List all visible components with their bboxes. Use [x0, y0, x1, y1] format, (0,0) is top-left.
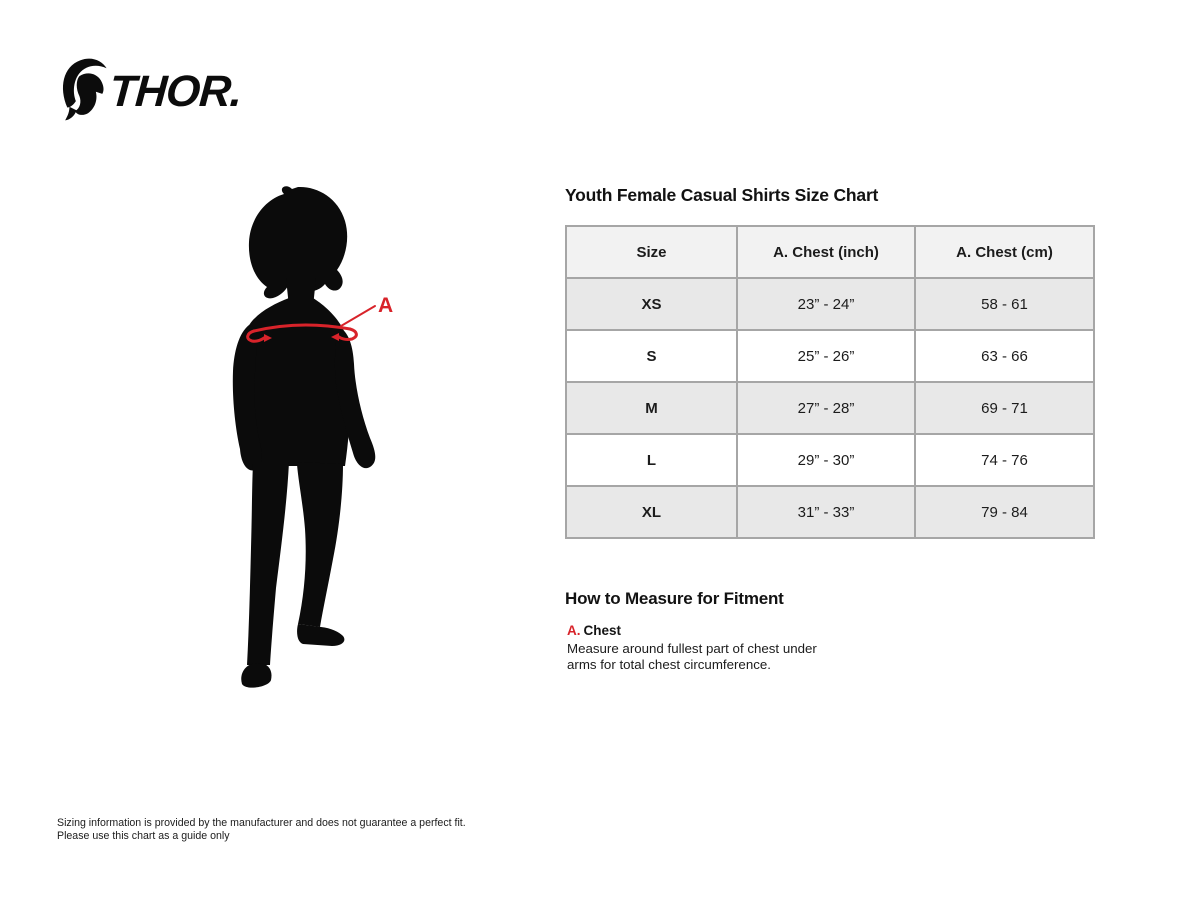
size-value: M [566, 382, 737, 434]
measure-description-line1: Measure around fullest part of chest under [567, 641, 817, 656]
table-row-xl [566, 486, 1094, 538]
chest-inch-value: 31” - 33” [737, 486, 915, 538]
chest-inch-value: 23” - 24” [737, 278, 915, 330]
table-row-m [566, 382, 1094, 434]
table-row-s [566, 330, 1094, 382]
chest-cm-value: 63 - 66 [915, 330, 1094, 382]
chest-marker-label: A [378, 294, 394, 317]
measure-item-description [567, 641, 817, 672]
thor-goat-icon [58, 56, 108, 124]
size-value: S [566, 330, 737, 382]
chest-cm-value: 69 - 71 [915, 382, 1094, 434]
measure-item-name: Chest [583, 623, 622, 638]
measure-item-letter: A. [567, 623, 581, 638]
disclaimer-line2: Please use this chart as a guide only [57, 829, 230, 842]
size-value: XL [566, 486, 737, 538]
how-to-measure-title: How to Measure for Fitment [565, 589, 784, 608]
header-row [566, 226, 1094, 278]
chest-inch-value: 27” - 28” [737, 382, 915, 434]
size-chart-title: Youth Female Casual Shirts Size Chart [565, 185, 879, 205]
measure-description-line2: arms for total chest circumference. [567, 656, 771, 672]
size-value: L [566, 434, 737, 486]
measurement-figure [228, 183, 400, 698]
measure-item-chest [567, 623, 621, 638]
col-header-size: Size [566, 226, 737, 278]
col-header-chest-inch: A. Chest (inch) [737, 226, 915, 278]
table-row-l [566, 434, 1094, 486]
chest-inch-value: 25” - 26” [737, 330, 915, 382]
disclaimer-line1: Sizing information is provided by the manufacturer and does not guarantee a perfect fit. [57, 817, 466, 829]
size-chart-table [565, 225, 1095, 539]
col-header-chest-cm: A. Chest (cm) [915, 226, 1094, 278]
youth-silhouette [233, 186, 375, 687]
chest-cm-value: 79 - 84 [915, 486, 1094, 538]
thor-logo-wordmark: THOR. [107, 67, 244, 116]
chest-cm-value: 74 - 76 [915, 434, 1094, 486]
size-value: XS [566, 278, 737, 330]
chest-inch-value: 29” - 30” [737, 434, 915, 486]
thor-logo [58, 56, 243, 124]
table-row-xs [566, 278, 1094, 330]
chest-cm-value: 58 - 61 [915, 278, 1094, 330]
disclaimer [57, 817, 466, 842]
